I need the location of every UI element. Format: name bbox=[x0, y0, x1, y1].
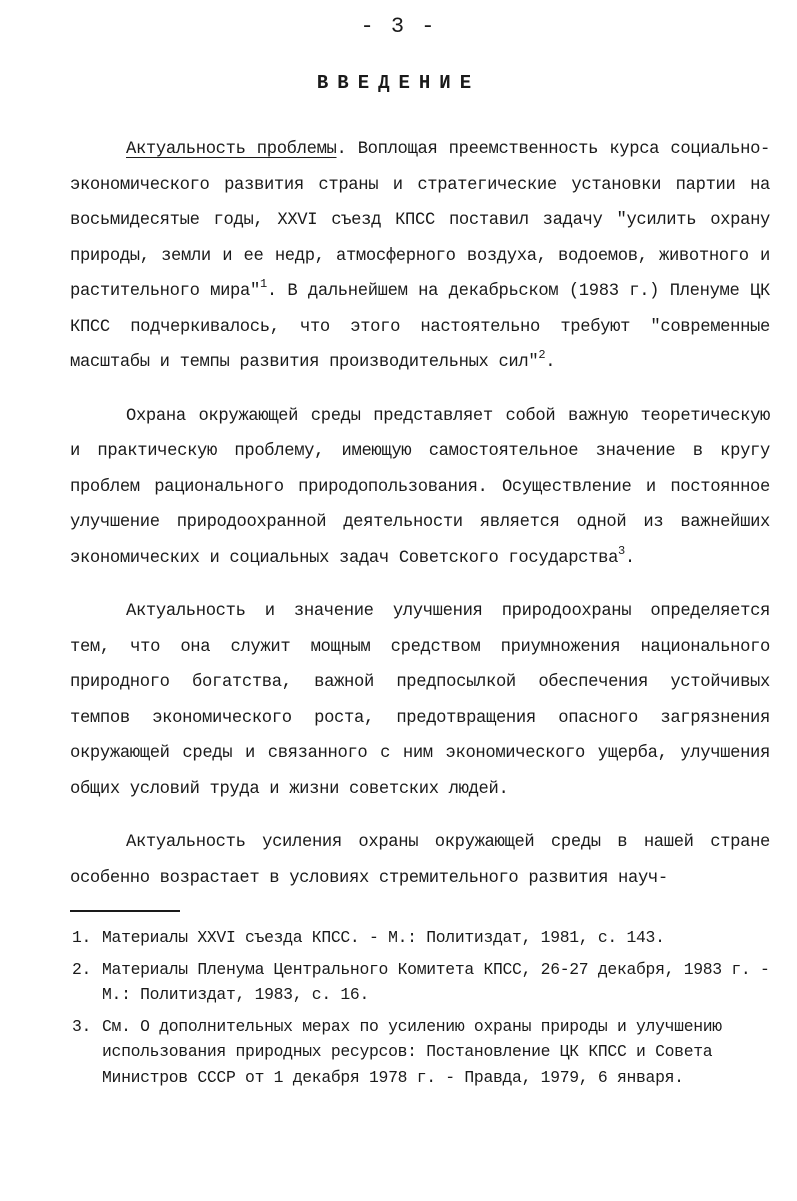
paragraph-4 bbox=[70, 825, 770, 896]
footnote-number: 3. bbox=[72, 1016, 92, 1036]
paragraph-text: . Воплощая преемственность курса социально-экономического развития страны и стратегические установки партии на восьмидесятые годы, XXVI съезд КПСС поставил задачу "усилить охрану природы, земли и ее недр, атмосферного воздуха, водоемов, животного и растительного мира" bbox=[70, 140, 771, 301]
paragraph-text: . В дальнейшем на декабрьском (1983 г.) Пленуме ЦК КПСС подчеркивалось, что этого настоятельно требуют "современные масштабы и темпы развития производительных сил" bbox=[70, 282, 770, 372]
footnote-ref: 3 bbox=[618, 543, 625, 558]
body-text bbox=[70, 132, 770, 896]
paragraph-text: Актуальность и значение улучшения природоохраны определяется тем, что она служит мощным средством приумножения национального природного богатства, важной предпосылкой обеспечения устойчивых темпов экономического роста, предотвращения опасного загрязнения окружающей среды и связанного с ним экономического ущерба, улучшения общих условий труда и жизни советских людей. bbox=[70, 602, 770, 799]
paragraph-2 bbox=[70, 399, 770, 577]
section-heading: ВВЕДЕНИЕ bbox=[316, 72, 481, 94]
footnote-number: 1. bbox=[72, 928, 92, 947]
paragraph-tail: . bbox=[624, 548, 635, 568]
footnote-number: 2. bbox=[72, 959, 92, 979]
footnotes bbox=[72, 925, 772, 1096]
page-number: - 3 - bbox=[360, 14, 437, 39]
footnote-text: Материалы Пленума Центрального Комитета КПСС, 26-27 декабря, 1983 г. - М.: Политиздат, 1983, с. 16. bbox=[102, 959, 770, 1004]
footnote-ref: 1 bbox=[259, 277, 267, 291]
paragraph-1 bbox=[70, 132, 770, 381]
paragraph-text: Актуальность усиления охраны окружающей среды в нашей стране особенно возрастает в условиях стремительного развития науч- bbox=[70, 833, 770, 888]
footnote-text: Материалы XXVI съезда КПСС. - М.: Политиздат, 1981, с. 143. bbox=[102, 928, 665, 947]
footnote-divider bbox=[70, 910, 180, 912]
paragraph-lead: Актуальность проблемы bbox=[126, 140, 337, 159]
paragraph-tail: . bbox=[545, 353, 556, 372]
footnote bbox=[72, 957, 772, 1008]
paragraph-text: Охрана окружающей среды представляет собой важную теоретическую и практическую проблему, имеющую самостоятельное значение в кругу проблем рационального природопользования. Осуществление и постоянное улучшение природоохранной деятельности является одной из важнейших экономических и социальных задач Советского государства bbox=[70, 406, 770, 568]
paragraph-3 bbox=[70, 594, 770, 807]
footnote-text: См. О дополнительных мерах по усилению охраны природы и улучшению использования природных ресурсов: Постановление ЦК КПСС и Совета Министров СССР от 1 декабря 1978 г. - Правда, 1979, 6 января. bbox=[102, 1016, 722, 1087]
footnote bbox=[72, 925, 772, 951]
footnote bbox=[72, 1014, 772, 1091]
footnote-ref: 2 bbox=[538, 348, 546, 362]
